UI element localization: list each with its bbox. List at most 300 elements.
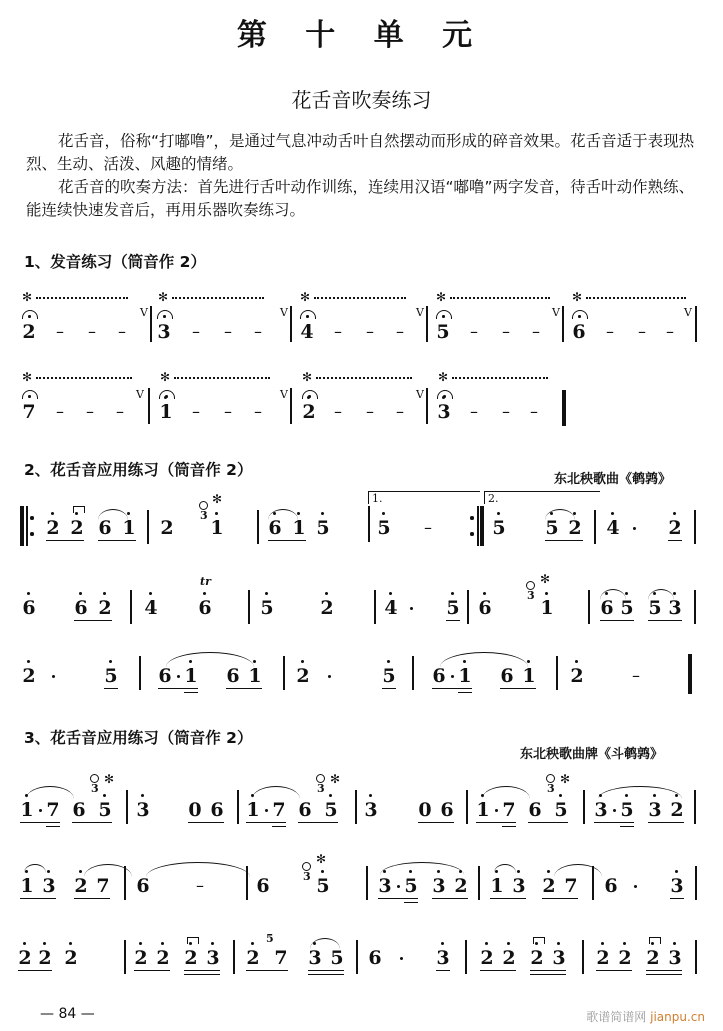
- eighth-underline: [668, 540, 682, 541]
- eighth-underline: [542, 898, 578, 899]
- octave-dot: [273, 512, 276, 515]
- flutter-extension-line: [174, 377, 270, 379]
- barline: [583, 790, 585, 824]
- octave-dot: [451, 592, 454, 595]
- barline: [366, 866, 368, 900]
- note-high: 1: [184, 666, 198, 686]
- dash: –: [116, 402, 124, 421]
- breath-mark-icon: V: [280, 306, 288, 319]
- slur: [166, 652, 254, 667]
- note: 6: [210, 799, 224, 821]
- note: 2: [160, 517, 174, 539]
- note: 3: [157, 321, 171, 343]
- flutter-tongue-icon: ✻: [316, 852, 327, 866]
- flutter-extension-line: [586, 297, 686, 299]
- barline: [592, 866, 594, 900]
- octave-dot: [559, 794, 562, 797]
- octave-dot: [463, 660, 466, 663]
- dash: –: [396, 322, 404, 341]
- note: 6: [158, 665, 172, 687]
- barline: [556, 656, 558, 690]
- note-high: 2: [646, 948, 660, 968]
- note-high: 2: [64, 948, 78, 968]
- sixteenth-underline: [530, 974, 566, 975]
- augmentation-dot: [410, 607, 413, 610]
- note: 7: [272, 799, 286, 821]
- eighth-underline: [530, 970, 566, 971]
- dash: –: [424, 518, 432, 537]
- barline: [148, 388, 150, 424]
- octave-dot: [253, 660, 256, 663]
- barline: [426, 388, 428, 424]
- watermark: [586, 1008, 705, 1025]
- barline: [694, 790, 696, 824]
- barline: [237, 790, 239, 824]
- grace-note: 3: [547, 782, 555, 795]
- octave-dot: [329, 794, 332, 797]
- octave-dot: [517, 870, 520, 873]
- octave-dot: [265, 592, 268, 595]
- barline: [290, 388, 292, 424]
- note-high: 5: [324, 800, 338, 820]
- dash: –: [118, 322, 126, 341]
- note: 2: [22, 321, 36, 343]
- flutter-tongue-icon: ✻: [22, 370, 33, 384]
- augmentation-dot: [451, 675, 454, 678]
- sixteenth-underline: [404, 902, 418, 903]
- octave-dot: [103, 794, 106, 797]
- octave-dot: [251, 942, 254, 945]
- section-2-source: 东北秧歌曲《鹌鹑》: [554, 472, 672, 487]
- eighth-underline: [226, 688, 262, 689]
- note-high: 3: [432, 876, 446, 896]
- barline: [290, 306, 292, 342]
- eighth-underline: [446, 620, 460, 621]
- barline: [355, 790, 357, 824]
- flutter-tongue-icon: ✻: [300, 290, 311, 304]
- note-high: 5: [404, 876, 418, 896]
- eighth-underline: [500, 688, 536, 689]
- grace-note: 3: [91, 782, 99, 795]
- breath-mark-icon: V: [552, 306, 560, 319]
- octave-dot: [483, 592, 486, 595]
- dash: –: [606, 322, 614, 341]
- note-high: 2: [46, 518, 60, 538]
- dash: –: [366, 322, 374, 341]
- octave-dot: [459, 870, 462, 873]
- note-high: 5: [382, 666, 396, 686]
- octave-dot: [497, 512, 500, 515]
- octave-dot: [215, 512, 218, 515]
- note-high: 6: [22, 598, 36, 618]
- dash: –: [666, 322, 674, 341]
- volta-2: 2.: [484, 491, 600, 504]
- flutter-extension-line: [316, 377, 412, 379]
- volta-1: 1.: [368, 491, 480, 504]
- note-high: 3: [668, 948, 682, 968]
- note-high: 3: [670, 876, 684, 896]
- octave-dot: [535, 942, 538, 945]
- note-high: 2: [670, 800, 684, 820]
- grace-note: 3: [303, 870, 311, 883]
- note-high: 6: [74, 598, 88, 618]
- sixteenth-underline: [646, 974, 682, 975]
- octave-dot: [301, 660, 304, 663]
- dash: –: [502, 322, 510, 341]
- eighth-underline: [74, 620, 112, 621]
- slur: [598, 786, 682, 799]
- note-high: 5: [620, 598, 634, 618]
- note-high: 2: [570, 666, 584, 686]
- flutter-tongue-icon: ✻: [560, 772, 571, 786]
- tie: [146, 862, 250, 877]
- note-high: 5: [554, 800, 568, 820]
- note: 6: [256, 875, 270, 897]
- barline: [466, 790, 468, 824]
- note: 6: [226, 665, 240, 687]
- octave-dot: [189, 942, 192, 945]
- fermata-icon: [300, 310, 316, 319]
- note-high: 2: [38, 948, 52, 968]
- grace-note: 3: [527, 589, 535, 602]
- barline: [695, 866, 697, 900]
- octave-dot: [27, 592, 30, 595]
- note: 6: [298, 799, 312, 821]
- fermata-icon: [22, 310, 38, 319]
- octave-dot: [369, 794, 372, 797]
- grace-note: 3: [200, 509, 208, 522]
- barline: [147, 510, 149, 544]
- barline: [126, 790, 128, 824]
- octave-dot: [25, 794, 28, 797]
- note-high: 2: [530, 948, 544, 968]
- dash: –: [196, 876, 204, 895]
- note-high: 2: [70, 518, 84, 538]
- octave-dot: [25, 870, 28, 873]
- note-high: 5: [104, 666, 118, 686]
- section-2-heading: 2、花舌音应用练习（筒音作 2）: [24, 461, 253, 479]
- note-high: 2: [156, 948, 170, 968]
- watermark-latin: jianpu.cn: [650, 1010, 705, 1024]
- octave-dot: [625, 794, 628, 797]
- octave-dot: [611, 512, 614, 515]
- flutter-extension-line: [314, 297, 406, 299]
- repeat-dot: [30, 516, 34, 520]
- eighth-underline: [20, 898, 56, 899]
- octave-dot: [673, 942, 676, 945]
- note-high: 1: [476, 800, 490, 820]
- octave-dot: [251, 794, 254, 797]
- page-number: — 84 —: [40, 1006, 95, 1022]
- note-high: 2: [502, 948, 516, 968]
- dash: –: [254, 402, 262, 421]
- note-high: 2: [618, 948, 632, 968]
- octave-dot: [43, 942, 46, 945]
- dash: –: [532, 322, 540, 341]
- eighth-underline: [188, 822, 224, 823]
- note-high: 2: [568, 518, 582, 538]
- barline: [374, 590, 376, 624]
- flutter-extension-line: [450, 297, 550, 299]
- grace-note: 5: [266, 932, 274, 945]
- note: 7: [274, 947, 288, 969]
- octave-dot: [189, 660, 192, 663]
- octave-dot: [382, 512, 385, 515]
- note-high: 1: [292, 518, 306, 538]
- flutter-tongue-icon: ✻: [104, 772, 115, 786]
- sixteenth-underline: [620, 826, 634, 827]
- note-high: 6: [600, 598, 614, 618]
- octave-dot: [437, 870, 440, 873]
- note-high: 1: [20, 876, 34, 896]
- note-high: 3: [206, 948, 220, 968]
- sixteenth-underline: [184, 692, 198, 693]
- eighth-underline: [104, 688, 118, 689]
- note: 5: [330, 947, 344, 969]
- note-high: 2: [542, 876, 556, 896]
- barline: [368, 506, 370, 542]
- octave-dot: [103, 592, 106, 595]
- note-high: 1: [458, 666, 472, 686]
- octave-dot: [550, 512, 553, 515]
- octave-dot: [623, 942, 626, 945]
- barline: [139, 656, 141, 690]
- flutter-tongue-icon: ✻: [436, 290, 447, 304]
- note-high: 1: [246, 800, 260, 820]
- eighth-underline: [74, 898, 110, 899]
- octave-dot: [442, 396, 445, 399]
- repeat-dot: [470, 516, 474, 520]
- sixteenth-underline: [502, 826, 516, 827]
- note-high: 2: [454, 876, 468, 896]
- barline: [562, 306, 564, 342]
- note-high: 6: [198, 598, 212, 618]
- flutter-extension-line: [172, 297, 264, 299]
- note-high: 2: [22, 666, 36, 686]
- note: 6: [368, 947, 382, 969]
- final-barline: [562, 390, 566, 426]
- octave-dot: [47, 870, 50, 873]
- eighth-underline: [268, 540, 306, 541]
- barline: [594, 510, 596, 544]
- note-high: 6: [268, 518, 282, 538]
- fermata-icon: [572, 310, 588, 319]
- octave-dot: [557, 942, 560, 945]
- slur: [380, 862, 464, 875]
- eighth-underline: [648, 620, 682, 621]
- barline: [283, 656, 285, 690]
- fermata-icon: [159, 390, 175, 399]
- eighth-underline: [72, 822, 112, 823]
- slur: [26, 786, 74, 799]
- barline: [246, 866, 248, 900]
- eighth-underline: [545, 540, 583, 541]
- barline: [588, 590, 590, 624]
- rest: 0: [188, 799, 202, 821]
- note-high: 1: [248, 666, 262, 686]
- note-high: 1: [122, 518, 136, 538]
- eighth-underline: [600, 620, 634, 621]
- octave-dot: [325, 592, 328, 595]
- augmentation-dot: [328, 675, 331, 678]
- octave-dot: [389, 592, 392, 595]
- note-high: 4: [384, 598, 398, 618]
- note: 6: [500, 665, 514, 687]
- barline: [465, 940, 467, 974]
- octave-dot: [203, 592, 206, 595]
- note-high: 1: [159, 402, 173, 422]
- note: 7: [96, 875, 110, 897]
- trill-icon: tr: [200, 575, 211, 588]
- flutter-tongue-icon: ✻: [160, 370, 171, 384]
- breath-mark-icon: V: [140, 306, 148, 319]
- augmentation-dot: [52, 675, 55, 678]
- eighth-underline: [158, 688, 198, 689]
- barline: [248, 590, 250, 624]
- note-high: 5: [620, 800, 634, 820]
- octave-dot: [545, 592, 548, 595]
- flutter-tongue-icon: ✻: [22, 290, 33, 304]
- note-high: 3: [512, 876, 526, 896]
- slur: [554, 864, 602, 877]
- octave-dot: [673, 512, 676, 515]
- note-high: 2: [184, 948, 198, 968]
- dash: –: [86, 402, 94, 421]
- octave-dot: [141, 794, 144, 797]
- breath-mark-icon: V: [280, 388, 288, 401]
- octave-dot: [601, 942, 604, 945]
- barline: [467, 590, 469, 624]
- eighth-underline: [298, 822, 338, 823]
- octave-dot: [625, 592, 628, 595]
- barline: [233, 940, 235, 974]
- augmentation-dot: [39, 809, 42, 812]
- note: 6: [572, 321, 586, 343]
- eighth-underline: [596, 970, 632, 971]
- note-high: 1: [540, 598, 554, 618]
- octave-dot: [575, 660, 578, 663]
- flutter-tongue-icon: ✻: [212, 492, 223, 506]
- octave-dot: [653, 794, 656, 797]
- barline: [582, 940, 584, 974]
- note: 7: [564, 875, 578, 897]
- eighth-underline: [46, 540, 84, 541]
- watermark-cn: 歌谱简谱网: [586, 1010, 647, 1024]
- note-high: 3: [668, 598, 682, 618]
- intro-paragraph-1: 花舌音，俗称“打嘟噜”，是通过气息冲动舌叶自然摆动而形成的碎音效果。花舌音适于表现热烈、生动、活泼、风趣的情绪。: [26, 132, 695, 173]
- eighth-underline: [20, 822, 60, 823]
- note-high: 2: [98, 598, 112, 618]
- note-high: 5: [492, 518, 506, 538]
- octave-dot: [321, 512, 324, 515]
- eighth-underline: [480, 970, 516, 971]
- note-high: 1: [210, 518, 224, 538]
- octave-dot: [313, 942, 316, 945]
- eighth-underline: [670, 898, 684, 899]
- note-high: 2: [668, 518, 682, 538]
- note: 7: [22, 401, 36, 423]
- note: 5: [436, 321, 450, 343]
- note: 6: [440, 799, 454, 821]
- octave-dot: [161, 942, 164, 945]
- repeat-start-thin: [26, 506, 28, 546]
- section-1-heading: 1、发音练习（筒音作 2）: [24, 253, 206, 271]
- octave-dot: [51, 512, 54, 515]
- note-high: 2: [320, 598, 334, 618]
- note-high: 2: [74, 876, 88, 896]
- note-high: 5: [316, 876, 330, 896]
- note-high: 6: [478, 598, 492, 618]
- dash: –: [632, 666, 640, 685]
- eighth-underline: [382, 688, 396, 689]
- octave-dot: [651, 942, 654, 945]
- note: 7: [46, 799, 60, 821]
- fermata-icon: [157, 310, 173, 319]
- note: 6: [98, 517, 112, 539]
- octave-dot: [149, 592, 152, 595]
- eighth-underline: [490, 898, 526, 899]
- eighth-underline: [418, 822, 454, 823]
- note-high: 5: [98, 800, 112, 820]
- note-high: 3: [308, 948, 322, 968]
- note-high: 2: [134, 948, 148, 968]
- dash: –: [366, 402, 374, 421]
- augmentation-dot: [265, 809, 268, 812]
- barline: [130, 590, 132, 624]
- augmentation-dot: [613, 809, 616, 812]
- octave-dot: [383, 870, 386, 873]
- augmentation-dot: [397, 885, 400, 888]
- repeat-end-barline: [480, 506, 484, 546]
- tonguing-bracket-icon: [73, 506, 85, 513]
- octave-dot: [605, 592, 608, 595]
- octave-dot: [387, 660, 390, 663]
- flutter-tongue-icon: ✻: [438, 370, 449, 384]
- dash: –: [224, 402, 232, 421]
- octave-dot: [481, 794, 484, 797]
- flutter-extension-line: [36, 377, 132, 379]
- octave-dot: [127, 512, 130, 515]
- eighth-underline: [594, 822, 634, 823]
- note-high: 5: [648, 598, 662, 618]
- octave-dot: [653, 592, 656, 595]
- barline: [695, 306, 697, 342]
- augmentation-dot: [177, 675, 180, 678]
- note-high: 5: [316, 518, 330, 538]
- octave-dot: [211, 942, 214, 945]
- note-high: 5: [260, 598, 274, 618]
- final-barline: [688, 654, 692, 694]
- barline: [478, 866, 480, 900]
- octave-dot: [79, 870, 82, 873]
- note: 6: [432, 665, 446, 687]
- rest: 0: [418, 799, 432, 821]
- note-high: 4: [144, 598, 158, 618]
- note-high: 5: [446, 598, 460, 618]
- octave-dot: [527, 660, 530, 663]
- note-high: 3: [436, 948, 450, 968]
- octave-dot: [675, 794, 678, 797]
- grace-note: 3: [317, 782, 325, 795]
- eighth-underline: [18, 970, 52, 971]
- eighth-underline: [432, 898, 468, 899]
- octave-dot: [139, 942, 142, 945]
- note-high: 5: [377, 518, 391, 538]
- sixteenth-underline: [308, 974, 344, 975]
- augmentation-dot: [633, 527, 636, 530]
- octave-dot: [297, 512, 300, 515]
- dash: –: [192, 322, 200, 341]
